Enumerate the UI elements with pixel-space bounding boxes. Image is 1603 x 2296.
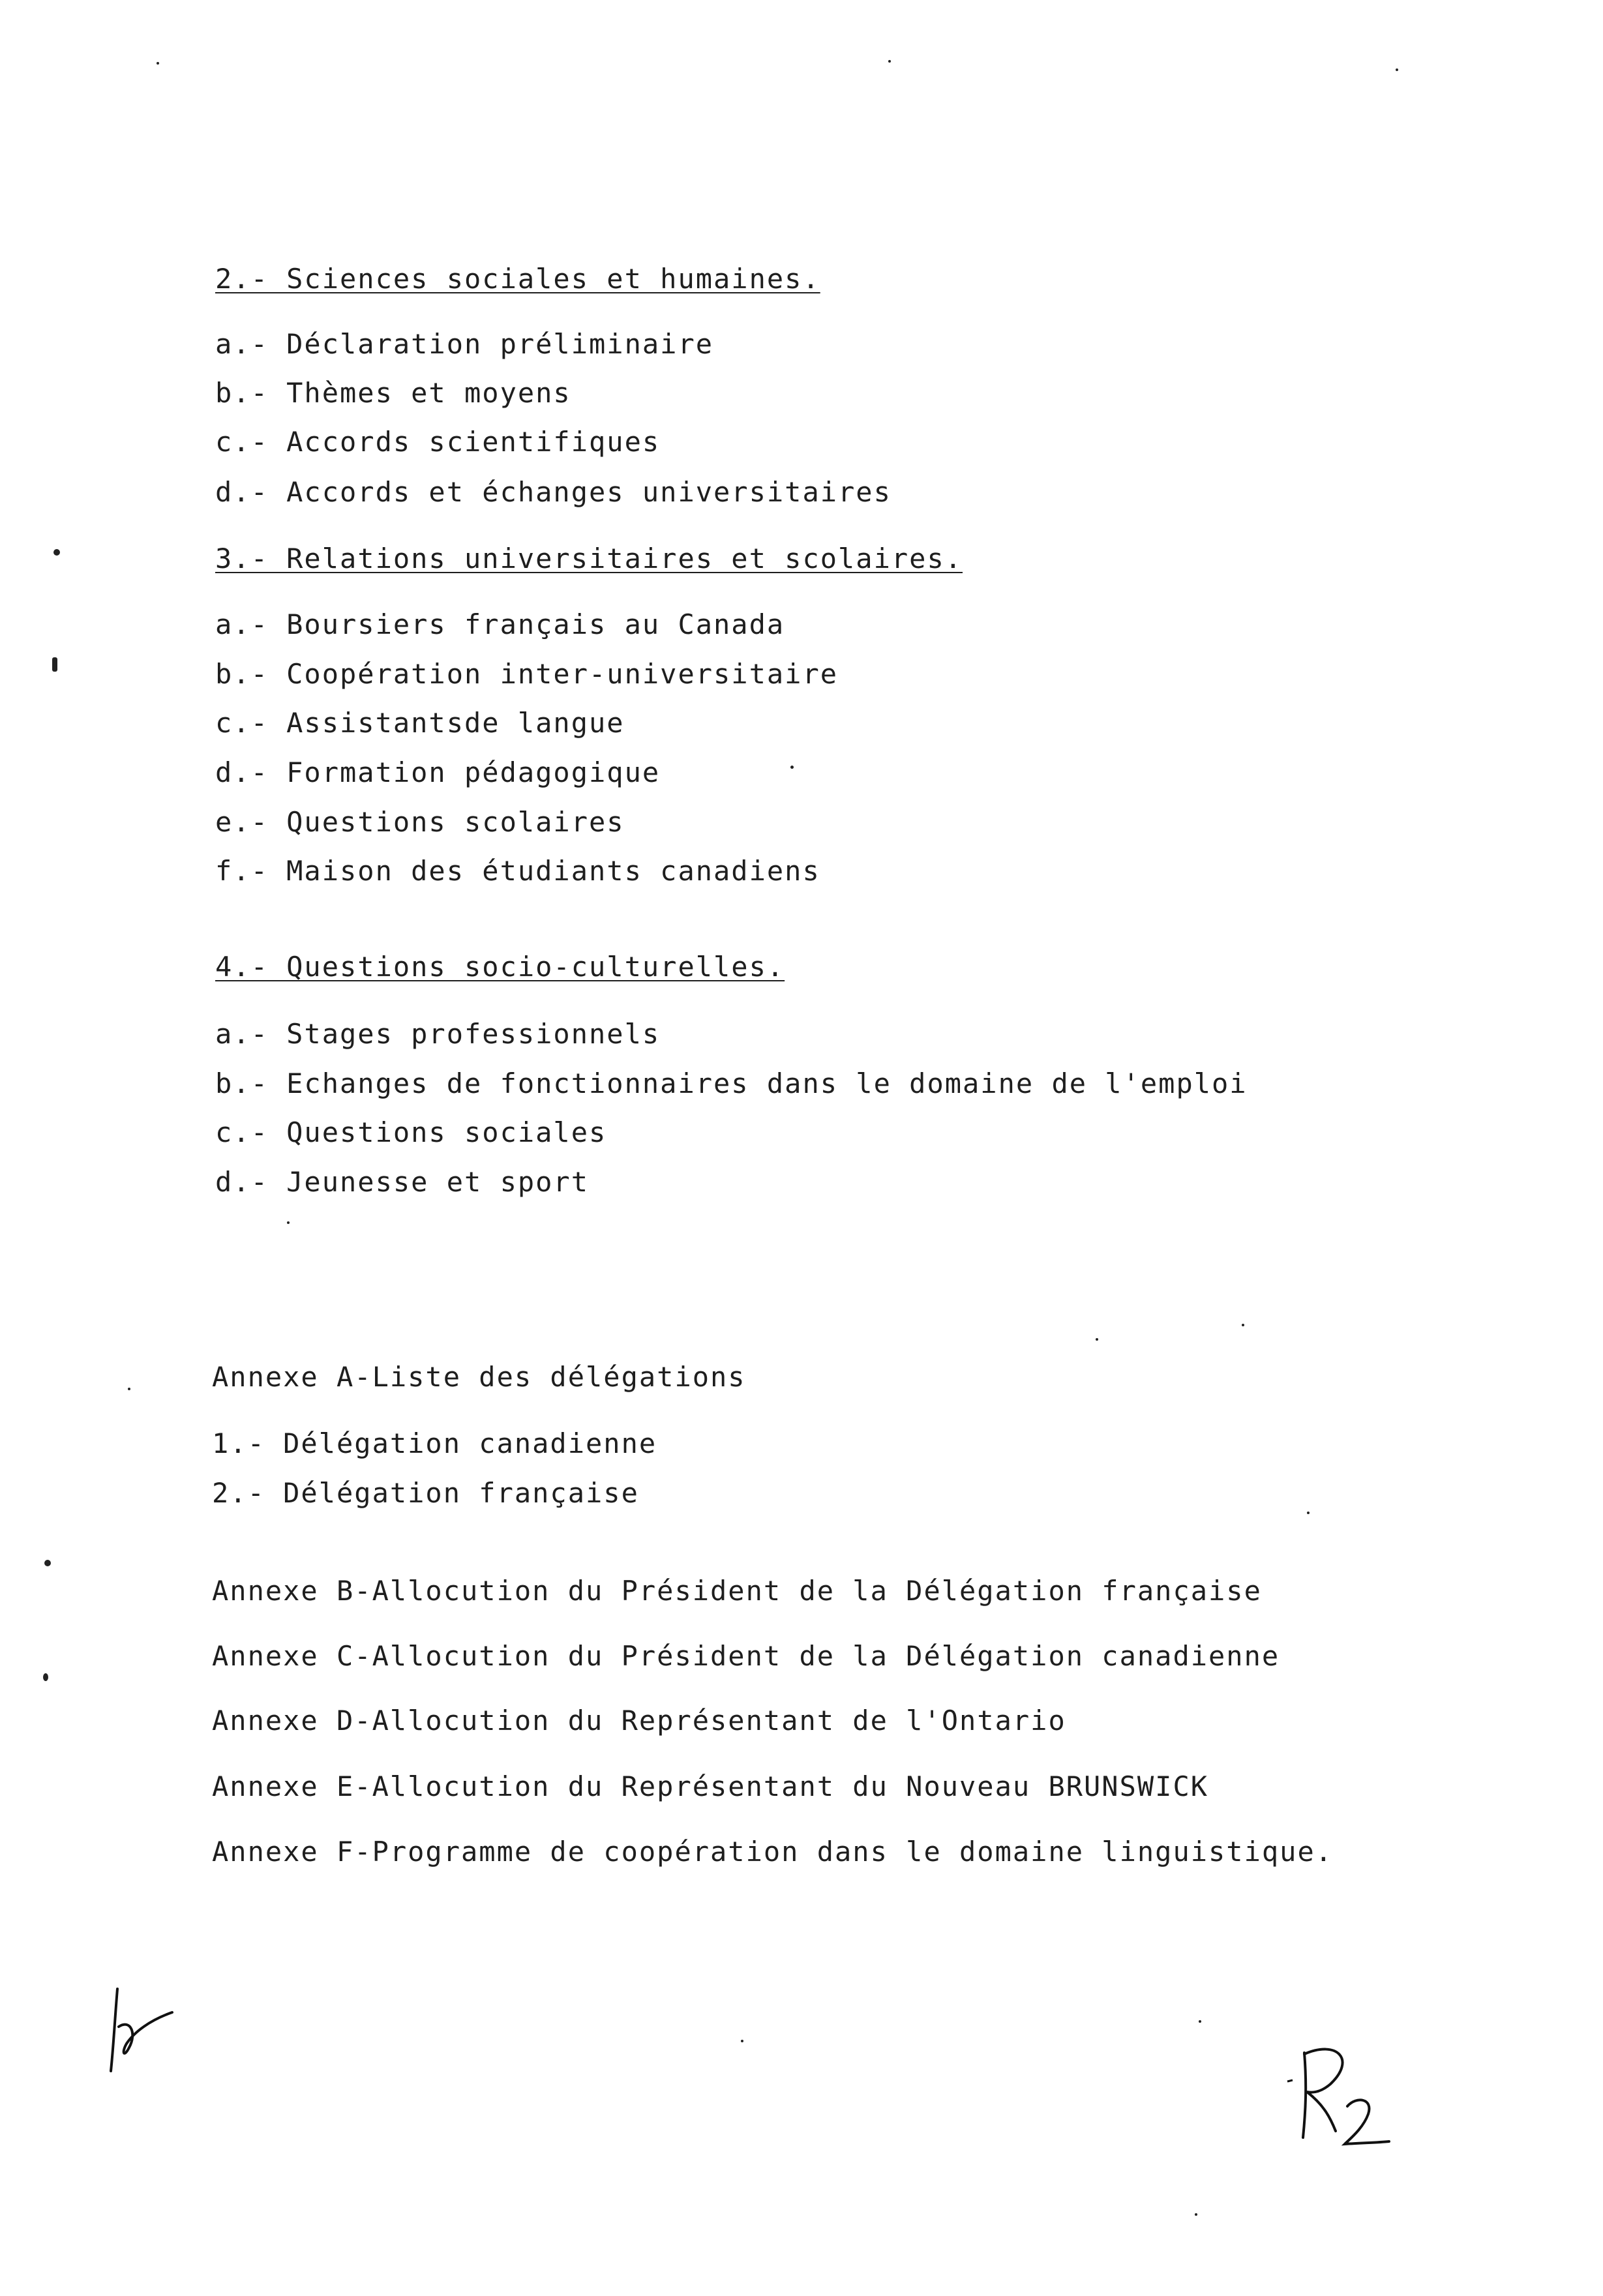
- section-4-item-a: a.- Stages professionnels: [215, 1018, 661, 1050]
- scan-speck: [1242, 1324, 1244, 1326]
- section-4-item-b: b.- Echanges de fonctionnaires dans le domaine de l'emploi: [215, 1067, 1248, 1099]
- section-3-item-c: c.- Assistantsde langue: [215, 707, 625, 739]
- scan-speck: [44, 1560, 51, 1566]
- annex-b: Annexe B-Allocution du Président de la Délégation française: [212, 1575, 1262, 1607]
- scan-speck: [1199, 2020, 1201, 2023]
- section-3-item-f: f.- Maison des étudiants canadiens: [215, 855, 820, 887]
- scan-speck: [128, 1388, 130, 1390]
- scan-speck: [1195, 2213, 1197, 2216]
- section-2-item-d: d.- Accords et échanges universitaires: [215, 476, 891, 508]
- section-2-item-a: a.- Déclaration préliminaire: [215, 328, 714, 360]
- scan-speck: [52, 657, 57, 672]
- scan-speck: [790, 766, 794, 769]
- annex-e: Annexe E-Allocution du Représentant du Nouveau BRUNSWICK: [212, 1770, 1209, 1802]
- scan-speck: [888, 60, 891, 63]
- section-3-item-e: e.- Questions scolaires: [215, 806, 625, 838]
- section-3-heading: 3.- Relations universitaires et scolaires.: [215, 543, 963, 574]
- section-4-heading: 4.- Questions socio-culturelles.: [215, 951, 785, 983]
- scan-speck: [43, 1673, 48, 1681]
- section-2-heading: 2.- Sciences sociales et humaines.: [215, 263, 820, 295]
- annex-a-item-1: 1.- Délégation canadienne: [212, 1427, 657, 1459]
- scan-speck: [1307, 1512, 1310, 1514]
- handwritten-page-mark: [1285, 2033, 1402, 2157]
- section-4-item-d: d.- Jeunesse et sport: [215, 1166, 590, 1198]
- annex-d: Annexe D-Allocution du Représentant de l'Ontario: [212, 1705, 1066, 1737]
- handwritten-initials: [104, 1981, 189, 2079]
- annex-a-item-2: 2.- Délégation française: [212, 1477, 639, 1509]
- section-2-item-c: c.- Accords scientifiques: [215, 426, 661, 458]
- annex-f: Annexe F-Programme de coopération dans le domaine linguistique.: [212, 1836, 1334, 1868]
- scan-speck: [1096, 1338, 1098, 1341]
- section-3-item-a: a.- Boursiers français au Canada: [215, 608, 785, 640]
- scan-speck: [1396, 68, 1398, 71]
- section-3-item-d: d.- Formation pédagogique: [215, 756, 661, 788]
- annex-c: Annexe C-Allocution du Président de la Délégation canadienne: [212, 1640, 1280, 1672]
- section-2-item-b: b.- Thèmes et moyens: [215, 377, 571, 409]
- section-3-item-b: b.- Coopération inter-universitaire: [215, 658, 839, 690]
- scan-speck: [157, 62, 159, 65]
- scan-speck: [741, 2040, 743, 2042]
- section-4-item-c: c.- Questions sociales: [215, 1116, 607, 1148]
- scan-speck: [287, 1221, 290, 1224]
- annex-a-heading: Annexe A-Liste des délégations: [212, 1361, 746, 1393]
- scan-speck: [53, 549, 60, 556]
